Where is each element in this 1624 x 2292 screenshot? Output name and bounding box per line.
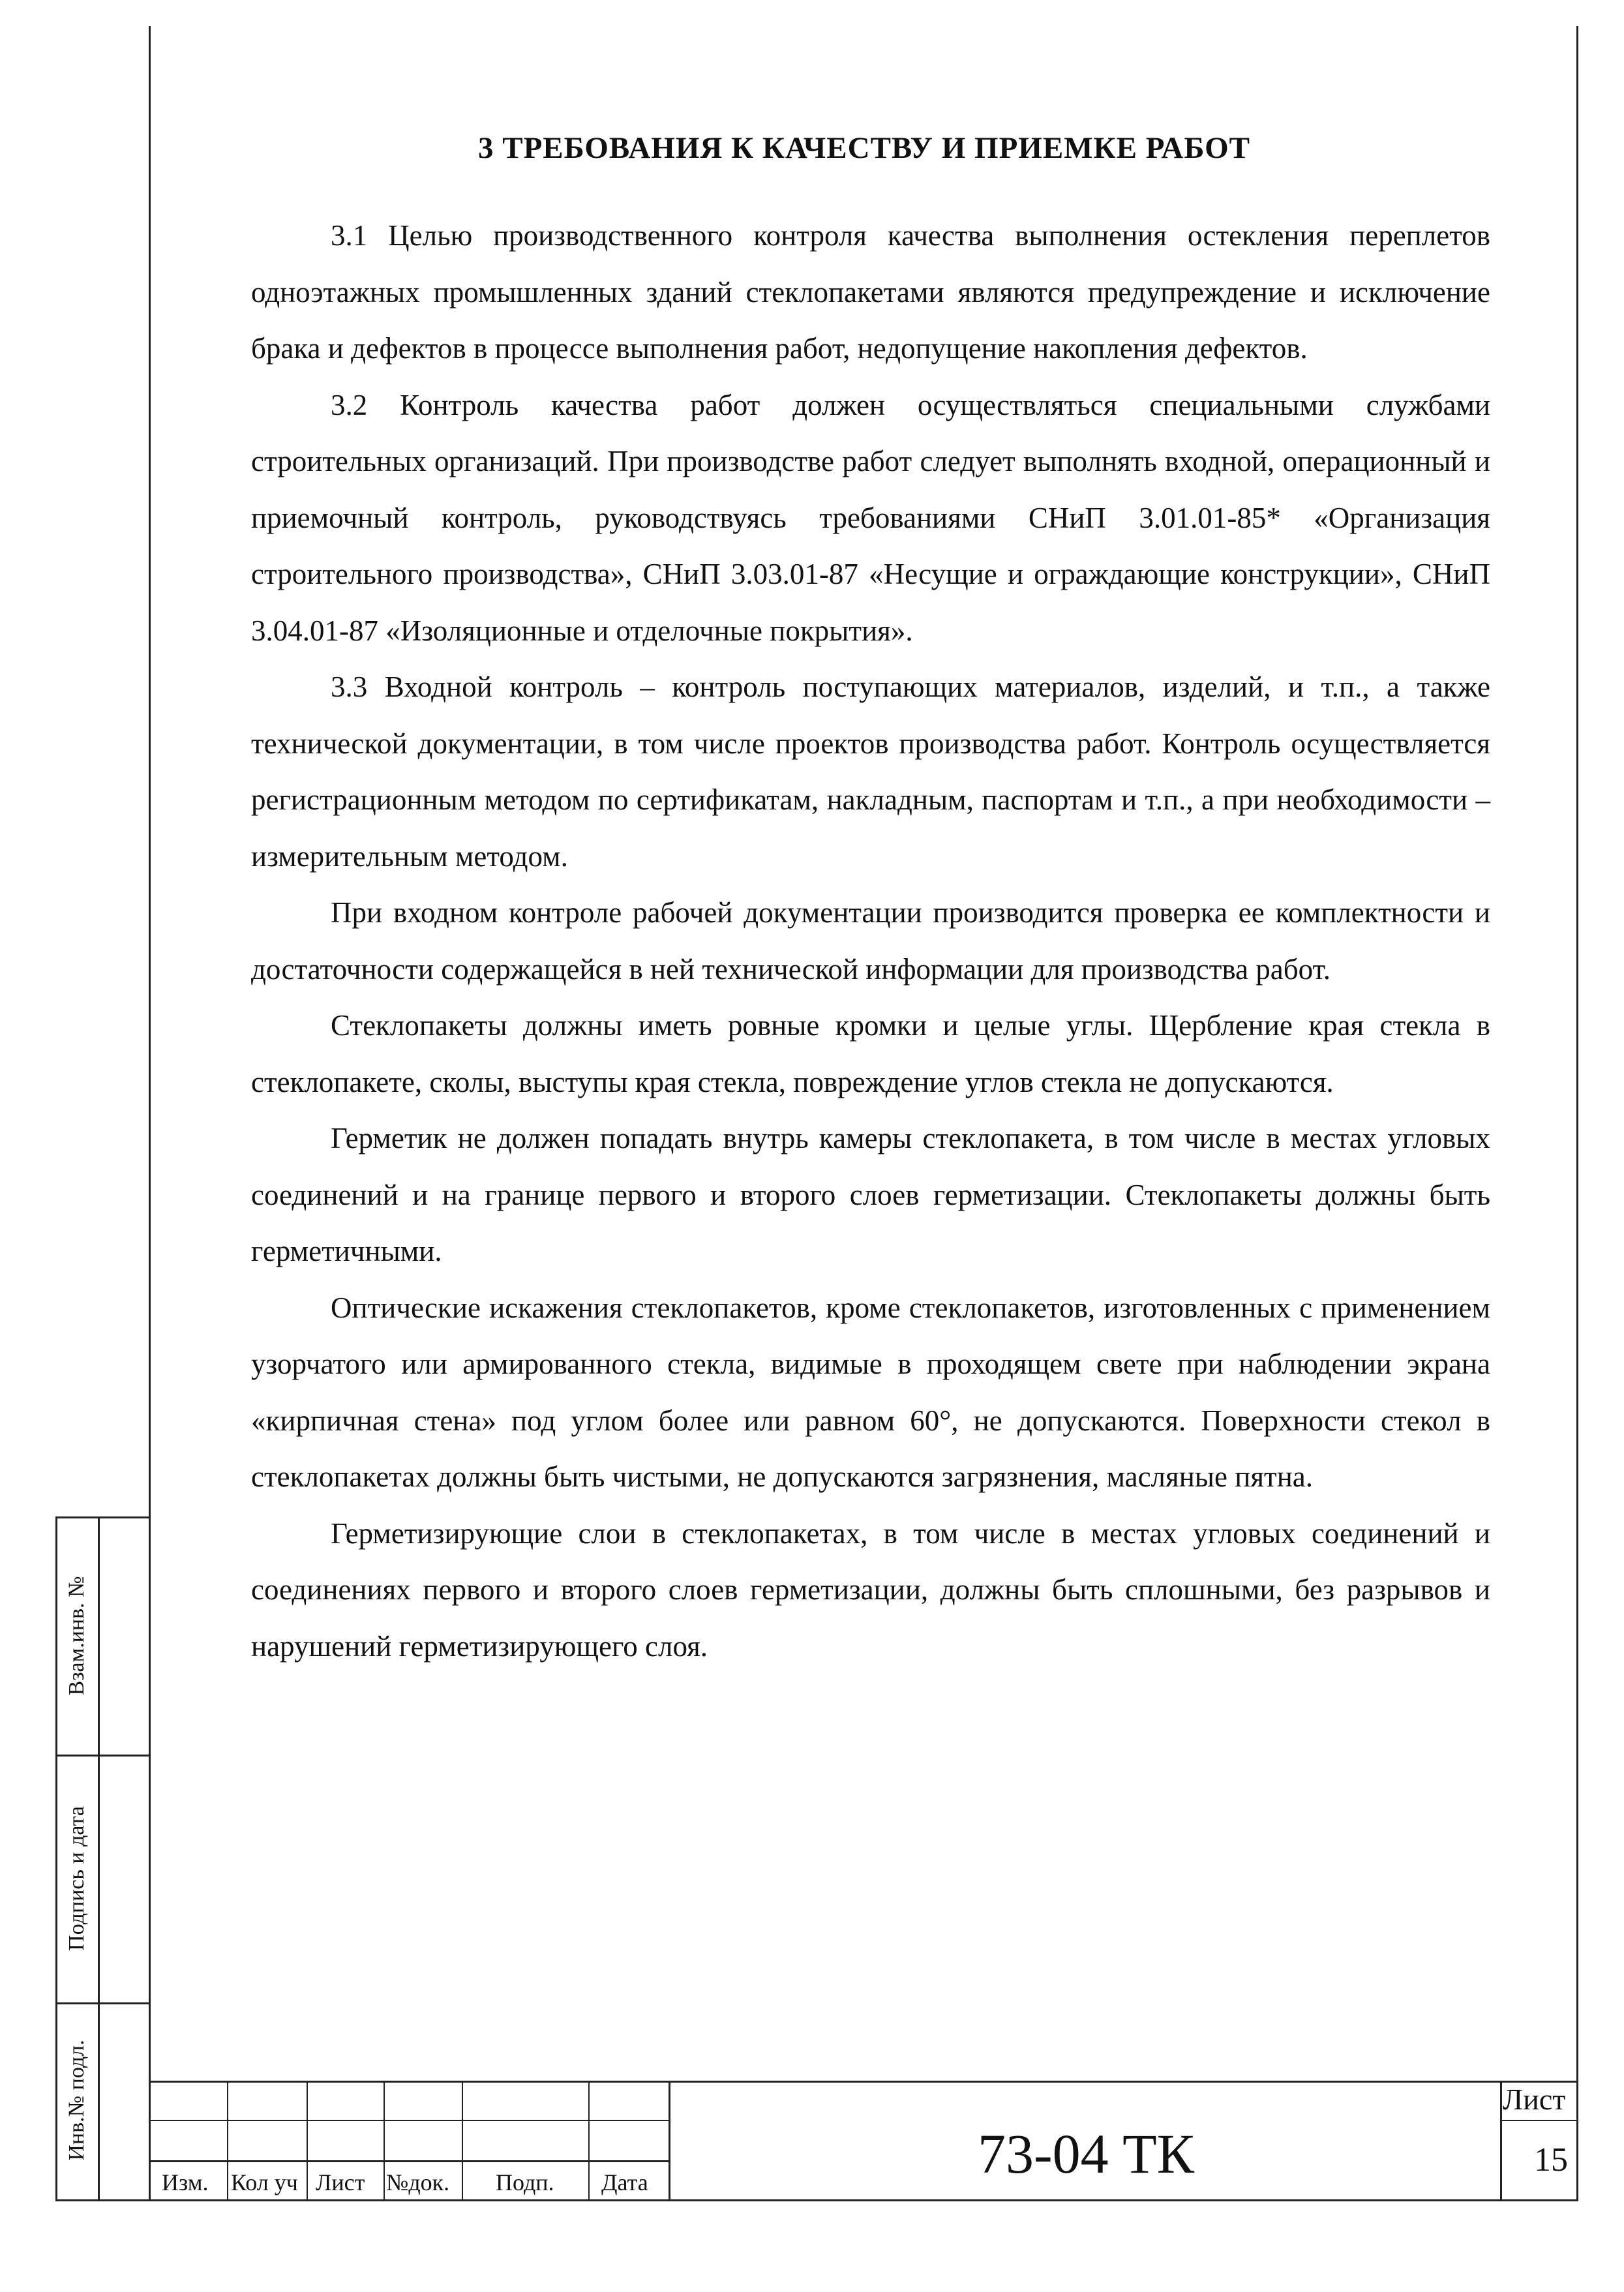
paragraph-sealing-layers: Герметизирующие слои в стеклопакетах, в том числе в местах угловых соединений и соединениях первого и второго слоев герметизации, должны быть сплошными, без разрывов и нарушений герметизирующего слоя. (251, 1516, 1490, 1663)
frame-right-border (1576, 26, 1578, 2201)
title-block-col-line-4 (462, 2081, 463, 2201)
column-date-label: Дата (601, 2169, 648, 2195)
sheet-box-left-line (1500, 2081, 1502, 2201)
column-count-label: Кол уч (231, 2169, 298, 2195)
original-inv-label: Инв.№ подл. (65, 2040, 89, 2161)
body-text (251, 207, 1490, 1674)
title-block-col-line-1 (227, 2081, 228, 2201)
side-stamp-divider-1 (55, 1755, 151, 1757)
paragraph-input-control: При входном контроле рабочей документации производится проверка ее комплектности и достаточности содержащейся в ней технической информации для производства работ. (251, 896, 1490, 986)
title-block-col-line-5 (588, 2081, 590, 2201)
sheet-number: 15 (1534, 2141, 1568, 2179)
side-stamp-top-line (55, 1516, 151, 1518)
column-doc-number-label: №док. (386, 2169, 450, 2195)
title-block-col-line-2 (307, 2081, 308, 2201)
side-stamp-mid-line (98, 1516, 100, 2201)
title-block-col-line-6 (669, 2081, 670, 2201)
paragraph-3-2: 3.2 Контроль качества работ должен осуществляться специальными службами строительных организаций. При производстве работ следует выполнять входной, операционный и приемочный контроль, руководствуясь требованиями СНиП 3.01.01-85* «Организация строительного производства», СНиП 3.03.01-87 «Несущие и ограждающие конструкции», СНиП 3.04.01-87 «Изоляционные и отделочные покрытия». (251, 388, 1490, 647)
section-title: 3 ТРЕБОВАНИЯ К КАЧЕСТВУ И ПРИЕМКЕ РАБОТ (477, 131, 1251, 165)
frame-left-border (149, 26, 151, 2201)
column-sheet-label: Лист (316, 2169, 365, 2195)
column-signature-label: Подп. (496, 2169, 554, 2195)
paragraph-edges: Стеклопакеты должны иметь ровные кромки и целые углы. Щербление края стекла в стеклопакете, сколы, выступы края стекла, повреждение углов стекла не допускаются. (251, 1009, 1490, 1098)
title-block-col-line-3 (383, 2081, 385, 2201)
side-stamp-left-line (55, 1516, 57, 2201)
side-stamp-divider-2 (55, 2002, 151, 2004)
frame-bottom-border (55, 2199, 1578, 2201)
paragraph-optical: Оптические искажения стеклопакетов, кроме стеклопакетов, изготовленных с применением узорчатого или армированного стекла, видимые в проходящем свете при наблюдении экрана «кирпичная стена» под углом более или равном 60°, не допускаются. Поверхности стекол в стеклопакетах должны быть чистыми, не допускаются загрязнения, масляные пятна. (251, 1291, 1490, 1493)
paragraph-sealant: Герметик не должен попадать внутрь камеры стеклопакета, в том числе в местах угловых соединений и на границе первого и второго слоев герметизации. Стеклопакеты должны быть герметичными. (251, 1122, 1490, 1267)
replacement-inv-label: Взам.инв. № (65, 1576, 89, 1696)
signature-date-label: Подпись и дата (65, 1806, 89, 1951)
sheet-label: Лист (1503, 2083, 1566, 2116)
paragraph-3-3: 3.3 Входной контроль – контроль поступающих материалов, изделий, и т.п., а также технической документации, в том числе проектов производства работ. Контроль осуществляется регистрационным методом по сертификатам, накладным, паспортам и т.п., а при необходимости – измерительным методом. (251, 671, 1490, 873)
document-code: 73-04 ТК (977, 2122, 1195, 2185)
column-change-label: Изм. (162, 2169, 209, 2195)
title-block-top-line (149, 2081, 1578, 2083)
sheet-box-divider (1500, 2120, 1578, 2121)
paragraph-3-1: 3.1 Целью производственного контроля качества выполнения остекления переплетов одноэтажных промышленных зданий стеклопакетами являются предупреждение и исключение брака и дефектов в процессе выполнения работ, недопущение накопления дефектов. (251, 219, 1490, 365)
